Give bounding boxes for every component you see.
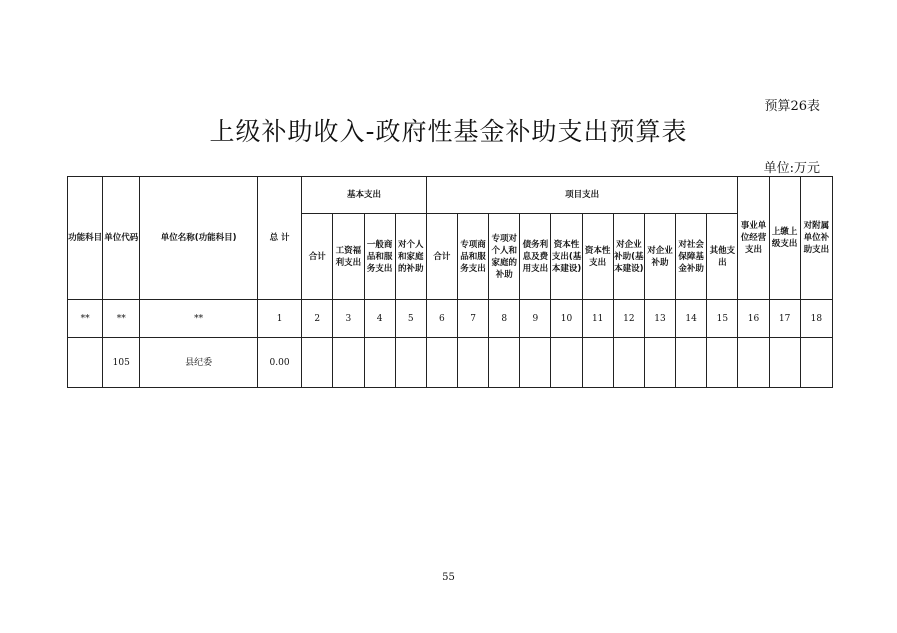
empty-cell xyxy=(613,338,644,388)
index-cell: 17 xyxy=(769,300,800,338)
empty-cell xyxy=(676,338,707,388)
unit-label: 单位:万元 xyxy=(763,161,820,176)
empty-cell xyxy=(551,338,582,388)
header-project-enterprise-construction: 对企业补助(基本建设) xyxy=(613,214,644,300)
empty-cell xyxy=(489,338,520,388)
index-cell: 12 xyxy=(613,300,644,338)
empty-cell xyxy=(395,338,426,388)
header-project-household: 专项对个人和家庭的补助 xyxy=(489,214,520,300)
index-cell: 2 xyxy=(302,300,333,338)
index-cell: 11 xyxy=(582,300,613,338)
cell-total: 0.00 xyxy=(257,338,301,388)
header-total: 总 计 xyxy=(257,177,301,300)
empty-cell xyxy=(769,338,800,388)
index-cell: 1 xyxy=(257,300,301,338)
header-basic-goods: 一般商品和服务支出 xyxy=(364,214,395,300)
header-project-social-security: 对社会保障基金补助 xyxy=(676,214,707,300)
header-project-enterprise: 对企业补助 xyxy=(644,214,675,300)
empty-cell xyxy=(707,338,738,388)
index-cell: 9 xyxy=(520,300,551,338)
index-cell: ** xyxy=(68,300,103,338)
empty-cell xyxy=(426,338,457,388)
index-cell: 8 xyxy=(489,300,520,338)
header-unit-code: 单位代码 xyxy=(103,177,140,300)
empty-cell xyxy=(800,338,832,388)
empty-cell xyxy=(457,338,488,388)
cell-unit-name: 县纪委 xyxy=(140,338,258,388)
header-project-capital: 资本性支出 xyxy=(582,214,613,300)
index-cell: ** xyxy=(103,300,140,338)
header-basic-household: 对个人和家庭的补助 xyxy=(395,214,426,300)
header-project-group: 项目支出 xyxy=(426,177,738,214)
empty-cell xyxy=(520,338,551,388)
page-title: 上级补助收入-政府性基金补助支出预算表 xyxy=(209,117,688,146)
index-cell: 16 xyxy=(738,300,769,338)
index-cell: 13 xyxy=(644,300,675,338)
header-basic-total: 合计 xyxy=(302,214,333,300)
header-project-goods: 专项商品和服务支出 xyxy=(457,214,488,300)
index-cell: 15 xyxy=(707,300,738,338)
index-cell: 7 xyxy=(457,300,488,338)
index-cell: 18 xyxy=(800,300,832,338)
header-func-subject: 功能科目 xyxy=(68,177,103,300)
index-cell: 6 xyxy=(426,300,457,338)
form-number: 预算26表 xyxy=(764,99,820,114)
header-basic-group: 基本支出 xyxy=(302,177,427,214)
header-project-debt: 债务利息及费用支出 xyxy=(520,214,551,300)
empty-cell xyxy=(738,338,769,388)
index-row xyxy=(68,300,833,338)
cell-unit-code: 105 xyxy=(103,338,140,388)
index-cell: 3 xyxy=(333,300,364,338)
index-cell: 5 xyxy=(395,300,426,338)
header-project-total: 合计 xyxy=(426,214,457,300)
index-cell: ** xyxy=(140,300,258,338)
index-cell: 4 xyxy=(364,300,395,338)
empty-cell xyxy=(364,338,395,388)
index-cell: 10 xyxy=(551,300,582,338)
header-project-other: 其他支出 xyxy=(707,214,738,300)
table-row xyxy=(68,338,833,388)
index-cell: 14 xyxy=(676,300,707,338)
header-to-upper: 上缴上级支出 xyxy=(769,177,800,300)
empty-cell xyxy=(582,338,613,388)
empty-cell xyxy=(644,338,675,388)
page-number: 55 xyxy=(442,572,455,583)
empty-cell xyxy=(302,338,333,388)
empty-cell xyxy=(333,338,364,388)
header-project-capital-construction: 资本性支出(基本建设) xyxy=(551,214,582,300)
budget-table xyxy=(67,176,833,388)
header-to-affiliated: 对附属单位补助支出 xyxy=(800,177,832,300)
header-unit-name: 单位名称(功能科目) xyxy=(140,177,258,300)
header-biz-ops: 事业单位经营支出 xyxy=(738,177,769,300)
cell-func-subject xyxy=(68,338,103,388)
header-basic-wages: 工资福利支出 xyxy=(333,214,364,300)
